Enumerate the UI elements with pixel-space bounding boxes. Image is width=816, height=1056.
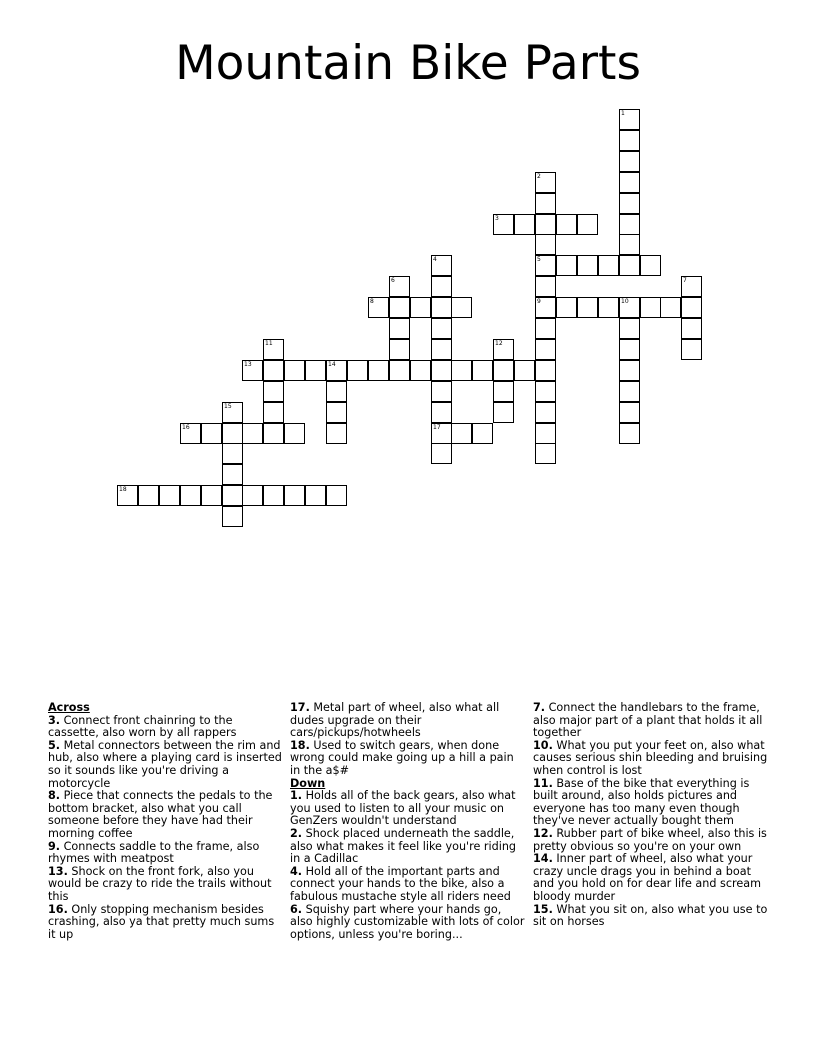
clue-number-label: 12. [533, 826, 553, 840]
grid-cell[interactable] [681, 339, 702, 360]
grid-cell[interactable] [577, 297, 598, 318]
clue-heading: Across [48, 701, 90, 714]
grid-cell[interactable] [263, 339, 284, 360]
clue-item [533, 702, 773, 740]
grid-cell[interactable] [619, 402, 640, 423]
grid-cell[interactable] [410, 360, 431, 381]
grid-cell[interactable] [535, 423, 556, 444]
clue-text: Hold all of the important parts and connect your hands to the bike, also a fabulous mustache style all riders need [290, 864, 511, 903]
clue-number: 9 [537, 298, 541, 305]
clue-column-3 [533, 702, 773, 929]
clue-heading: Down [290, 776, 326, 790]
clue-item [48, 841, 283, 866]
grid-cell[interactable] [222, 506, 243, 527]
clue-number: 14 [328, 361, 336, 368]
grid-cell[interactable] [681, 276, 702, 297]
clue-text: Piece that connects the pedals to the bottom bracket, also what you call someone before they have had their morning coffee [48, 789, 273, 840]
clue-item [533, 853, 773, 903]
grid-cell[interactable] [535, 297, 556, 318]
clue-item [533, 740, 773, 778]
grid-cell[interactable] [619, 318, 640, 339]
grid-cell[interactable] [368, 297, 389, 318]
grid-cell[interactable] [138, 485, 159, 506]
clue-item [533, 904, 773, 929]
grid-cell[interactable] [514, 360, 535, 381]
grid-cell[interactable] [556, 214, 577, 235]
clue-item [290, 866, 525, 904]
clue-number-label: 4. [290, 864, 303, 878]
grid-cell[interactable] [619, 193, 640, 214]
clue-item [48, 790, 283, 840]
grid-cell[interactable] [577, 255, 598, 276]
grid-cell[interactable] [431, 276, 452, 297]
clue-number-label: 6. [290, 902, 303, 916]
grid-cell[interactable] [493, 381, 514, 402]
clue-text: Shock on the front fork, also you would be crazy to ride the trails without this [48, 864, 272, 903]
grid-cell[interactable] [556, 297, 577, 318]
grid-cell[interactable] [431, 360, 452, 381]
grid-cell[interactable] [326, 485, 347, 506]
grid-cell[interactable] [326, 402, 347, 423]
clue-text: Rubber part of bike wheel, also this is pretty obvious so you're on your own [533, 826, 767, 853]
grid-cell[interactable] [535, 318, 556, 339]
grid-cell[interactable] [535, 276, 556, 297]
grid-cell[interactable] [598, 255, 619, 276]
clue-item [290, 790, 525, 828]
grid-cell[interactable] [535, 381, 556, 402]
clue-text: Holds all of the back gears, also what you used to listen to all your music on GenZers wouldn't understand [290, 789, 516, 828]
grid-cell[interactable] [535, 172, 556, 193]
clue-item [290, 904, 525, 942]
grid-cell[interactable] [431, 255, 452, 276]
grid-cell[interactable] [619, 214, 640, 235]
clue-number: 3 [495, 215, 499, 222]
grid-cell[interactable] [326, 423, 347, 444]
clue-text: Shock placed underneath the saddle, also what makes it feel like you're riding in a Cadillac [290, 826, 517, 866]
grid-cell[interactable] [222, 402, 243, 423]
grid-cell[interactable] [451, 423, 472, 444]
clue-item [290, 828, 525, 866]
clue-text: Connect the handlebars to the frame, also major part of a plant that holds it all together [533, 701, 763, 740]
clue-text: Connect front chainring to the cassette, also worn by all rappers [48, 713, 237, 740]
grid-cell[interactable] [222, 485, 243, 506]
grid-cell[interactable] [431, 381, 452, 402]
clue-number-label: 16. [48, 902, 68, 916]
clue-number-label: 17. [290, 701, 310, 714]
clue-number-label: 9. [48, 839, 61, 853]
clue-number: 5 [537, 256, 541, 263]
clue-item [533, 778, 773, 828]
grid-cell[interactable] [431, 339, 452, 360]
grid-cell[interactable] [117, 485, 138, 506]
grid-cell[interactable] [431, 402, 452, 423]
grid-cell[interactable] [493, 360, 514, 381]
grid-cell[interactable] [619, 151, 640, 172]
clue-text: Metal connectors between the rim and hub, also where a playing card is inserted so it sounds like you're driving a motorcycle [48, 738, 282, 790]
clue-number: 1 [621, 110, 625, 117]
clue-number-label: 11. [533, 776, 553, 790]
grid-cell[interactable] [284, 423, 305, 444]
grid-cell[interactable] [577, 214, 598, 235]
clue-number: 17 [433, 424, 441, 431]
grid-cell[interactable] [305, 485, 326, 506]
clue-number-label: 8. [48, 789, 61, 803]
grid-cell[interactable] [535, 193, 556, 214]
clue-number-label: 3. [48, 713, 61, 727]
puzzle-title: Mountain Bike Parts [175, 36, 641, 91]
grid-cell[interactable] [431, 423, 452, 444]
grid-cell[interactable] [493, 339, 514, 360]
clue-item [290, 740, 525, 778]
grid-cell[interactable] [389, 276, 410, 297]
clue-number-label: 5. [48, 738, 61, 752]
grid-cell[interactable] [389, 318, 410, 339]
grid-cell[interactable] [598, 297, 619, 318]
grid-cell[interactable] [535, 214, 556, 235]
grid-cell[interactable] [410, 297, 431, 318]
grid-cell[interactable] [389, 297, 410, 318]
grid-cell[interactable] [619, 234, 640, 255]
clue-text: Used to switch gears, when done wrong could make going up a hill a pain in the a$# [290, 738, 514, 777]
grid-cell[interactable] [180, 423, 201, 444]
grid-cell[interactable] [619, 381, 640, 402]
clue-number: 13 [244, 361, 252, 368]
clue-number-label: 10. [533, 738, 553, 752]
grid-cell[interactable] [284, 485, 305, 506]
clue-number: 11 [265, 340, 273, 347]
clue-column-2 [290, 702, 525, 941]
clue-item [48, 740, 283, 790]
grid-cell[interactable] [263, 423, 284, 444]
grid-cell[interactable] [535, 339, 556, 360]
grid-cell[interactable] [493, 402, 514, 423]
grid-cell[interactable] [263, 360, 284, 381]
clue-number-label: 7. [533, 701, 546, 714]
grid-cell[interactable] [535, 234, 556, 255]
clue-number: 2 [537, 173, 541, 180]
grid-cell[interactable] [431, 443, 452, 464]
clue-item [48, 904, 283, 942]
grid-cell[interactable] [472, 360, 493, 381]
grid-cell[interactable] [284, 360, 305, 381]
grid-cell[interactable] [451, 297, 472, 318]
grid-cell[interactable] [326, 360, 347, 381]
grid-cell[interactable] [493, 214, 514, 235]
clue-item [290, 702, 525, 740]
clue-text: Connects saddle to the frame, also rhymes with meatpost [48, 839, 260, 866]
clue-text: Base of the bike that everything is built around, also holds pictures and everyone has too many even though they've never actually bought them [533, 776, 750, 828]
grid-cell[interactable] [201, 485, 222, 506]
grid-cell[interactable] [263, 381, 284, 402]
clue-number: 12 [495, 340, 503, 347]
clue-number: 8 [370, 298, 374, 305]
clue-text: What you sit on, also what you use to sit on horses [533, 902, 768, 929]
grid-cell[interactable] [619, 423, 640, 444]
clue-number-label: 18. [290, 738, 310, 752]
grid-cell[interactable] [619, 255, 640, 276]
clue-text: What you put your feet on, also what causes serious shin bleeding and bruising when control is lost [533, 738, 768, 777]
clue-number: 4 [433, 256, 437, 263]
grid-cell[interactable] [619, 360, 640, 381]
grid-cell[interactable] [242, 360, 263, 381]
clue-number-label: 14. [533, 852, 553, 866]
grid-cell[interactable] [535, 360, 556, 381]
grid-cell[interactable] [640, 297, 661, 318]
grid-cell[interactable] [263, 402, 284, 423]
grid-cell[interactable] [640, 255, 661, 276]
grid-cell[interactable] [431, 297, 452, 318]
grid-cell[interactable] [514, 214, 535, 235]
grid-cell[interactable] [368, 360, 389, 381]
clue-number-label: 1. [290, 789, 303, 803]
grid-cell[interactable] [556, 255, 577, 276]
grid-cell[interactable] [389, 339, 410, 360]
grid-cell[interactable] [535, 443, 556, 464]
grid-cell[interactable] [305, 360, 326, 381]
grid-cell[interactable] [431, 318, 452, 339]
grid-cell[interactable] [681, 318, 702, 339]
grid-cell[interactable] [222, 464, 243, 485]
clue-number: 15 [224, 403, 232, 410]
clue-column-1 [48, 702, 283, 941]
grid-cell[interactable] [619, 339, 640, 360]
grid-cell[interactable] [242, 485, 263, 506]
clue-item [48, 715, 283, 740]
grid-cell[interactable] [535, 255, 556, 276]
clue-item [533, 828, 773, 853]
grid-cell[interactable] [660, 297, 681, 318]
grid-cell[interactable] [222, 423, 243, 444]
grid-cell[interactable] [180, 485, 201, 506]
clue-number-label: 15. [533, 902, 553, 916]
grid-cell[interactable] [619, 109, 640, 130]
grid-cell[interactable] [535, 402, 556, 423]
clue-number-label: 2. [290, 826, 303, 840]
clue-text: Squishy part where your hands go, also highly customizable with lots of color options, unless you're boring... [290, 902, 525, 941]
clue-number: 10 [621, 298, 629, 305]
clue-text: Metal part of wheel, also what all dudes upgrade on their cars/pickups/hotwheels [290, 701, 500, 740]
grid-cell[interactable] [326, 381, 347, 402]
clue-text: Only stopping mechanism besides crashing, also ya that pretty much sums it up [48, 902, 275, 941]
grid-cell[interactable] [222, 443, 243, 464]
grid-cell[interactable] [201, 423, 222, 444]
clue-number: 7 [683, 277, 687, 284]
grid-cell[interactable] [389, 360, 410, 381]
clue-number: 18 [119, 486, 127, 493]
grid-cell[interactable] [472, 423, 493, 444]
clue-number-label: 13. [48, 864, 68, 878]
grid-cell[interactable] [619, 130, 640, 151]
grid-cell[interactable] [159, 485, 180, 506]
grid-cell[interactable] [347, 360, 368, 381]
grid-cell[interactable] [242, 423, 263, 444]
clue-text: Inner part of wheel, also what your crazy uncle drags you in behind a boat and you hold on for dear life and scream bloody murder [533, 852, 762, 903]
grid-cell[interactable] [619, 172, 640, 193]
grid-cell[interactable] [681, 297, 702, 318]
grid-cell[interactable] [619, 297, 640, 318]
clue-number: 6 [391, 277, 395, 284]
grid-cell[interactable] [451, 360, 472, 381]
clue-item [48, 866, 283, 904]
grid-cell[interactable] [263, 485, 284, 506]
clue-number: 16 [182, 424, 190, 431]
